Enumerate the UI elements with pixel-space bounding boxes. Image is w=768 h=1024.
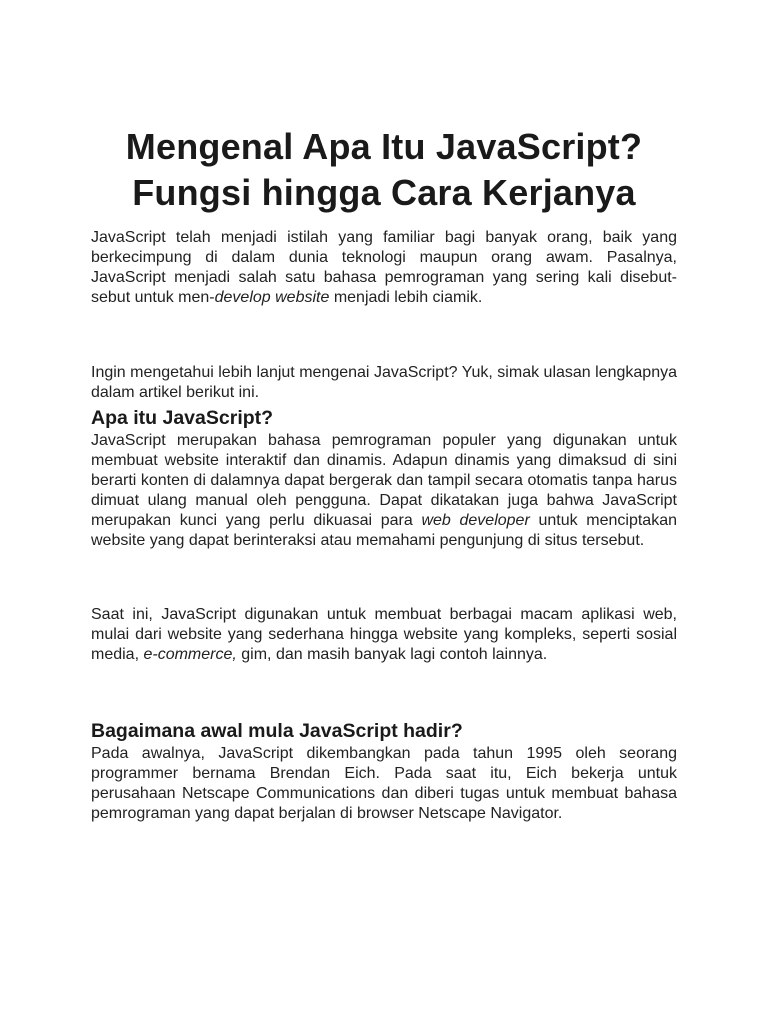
- title-line-1: Mengenal Apa Itu JavaScript?: [125, 126, 643, 167]
- intro-p1-italic: develop website: [214, 289, 330, 306]
- section2-paragraph-1: Pada awalnya, JavaScript dikembangkan pada tahun 1995 oleh seorang programmer bernama Brendan Eich. Pada saat itu, Eich bekerja untuk perusahaan Netscape Communications dan diberi tugas untuk membuat bahasa pemrograman yang dapat berjalan di browser Netscape Navigator.: [91, 745, 677, 822]
- section1-paragraph-1: [91, 431, 677, 551]
- section1-paragraph-2: [91, 605, 677, 665]
- intro-paragraph-1: [91, 228, 677, 308]
- section1-p2-text: Saat ini, JavaScript digunakan untuk membuat berbagai macam aplikasi web, mulai dari website yang sederhana hingga website yang kompleks, seperti sosial media,: [91, 606, 677, 663]
- section1-p1-tail: untuk menciptakan website yang dapat berinteraksi atau memahami pengunjung di situs tersebut.: [91, 512, 677, 549]
- title-line-2: Fungsi hingga Cara Kerjanya: [132, 172, 636, 213]
- intro-p1-tail: menjadi lebih ciamik.: [329, 289, 483, 306]
- section1-p2-tail: gim, dan masih banyak lagi contoh lainnya.: [236, 646, 548, 663]
- intro-paragraph-2: Ingin mengetahui lebih lanjut mengenai JavaScript? Yuk, simak ulasan lengkapnya dalam artikel berikut ini.: [91, 364, 677, 401]
- section1-p2-italic: e-commerce,: [143, 646, 237, 663]
- document-title: [91, 124, 677, 216]
- section1-p1-text: JavaScript merupakan bahasa pemrograman populer yang digunakan untuk membuat website interaktif dan dinamis. Adapun dinamis yang dimaksud di sini berarti konten di dalamnya dapat bergerak dan tampil secara otomatis tanpa harus dimuat ulang manual oleh pengguna. Dapat dikatakan juga bahwa JavaScript merupakan kunci yang perlu dikuasai para: [91, 432, 677, 529]
- document-page: [91, 124, 677, 824]
- section-heading-awal-mula: Bagaimana awal mula JavaScript hadir?: [91, 720, 463, 742]
- intro-p1-text: JavaScript telah menjadi istilah yang familiar bagi banyak orang, baik yang berkecimpung di dalam dunia teknologi maupun orang awam. Pasalnya, JavaScript menjadi salah satu bahasa pemrograman yang sering kali disebut-sebut untuk men-: [91, 229, 677, 306]
- section-heading-apa-itu: Apa itu JavaScript?: [91, 407, 274, 429]
- section1-p1-italic: web developer: [421, 512, 530, 529]
